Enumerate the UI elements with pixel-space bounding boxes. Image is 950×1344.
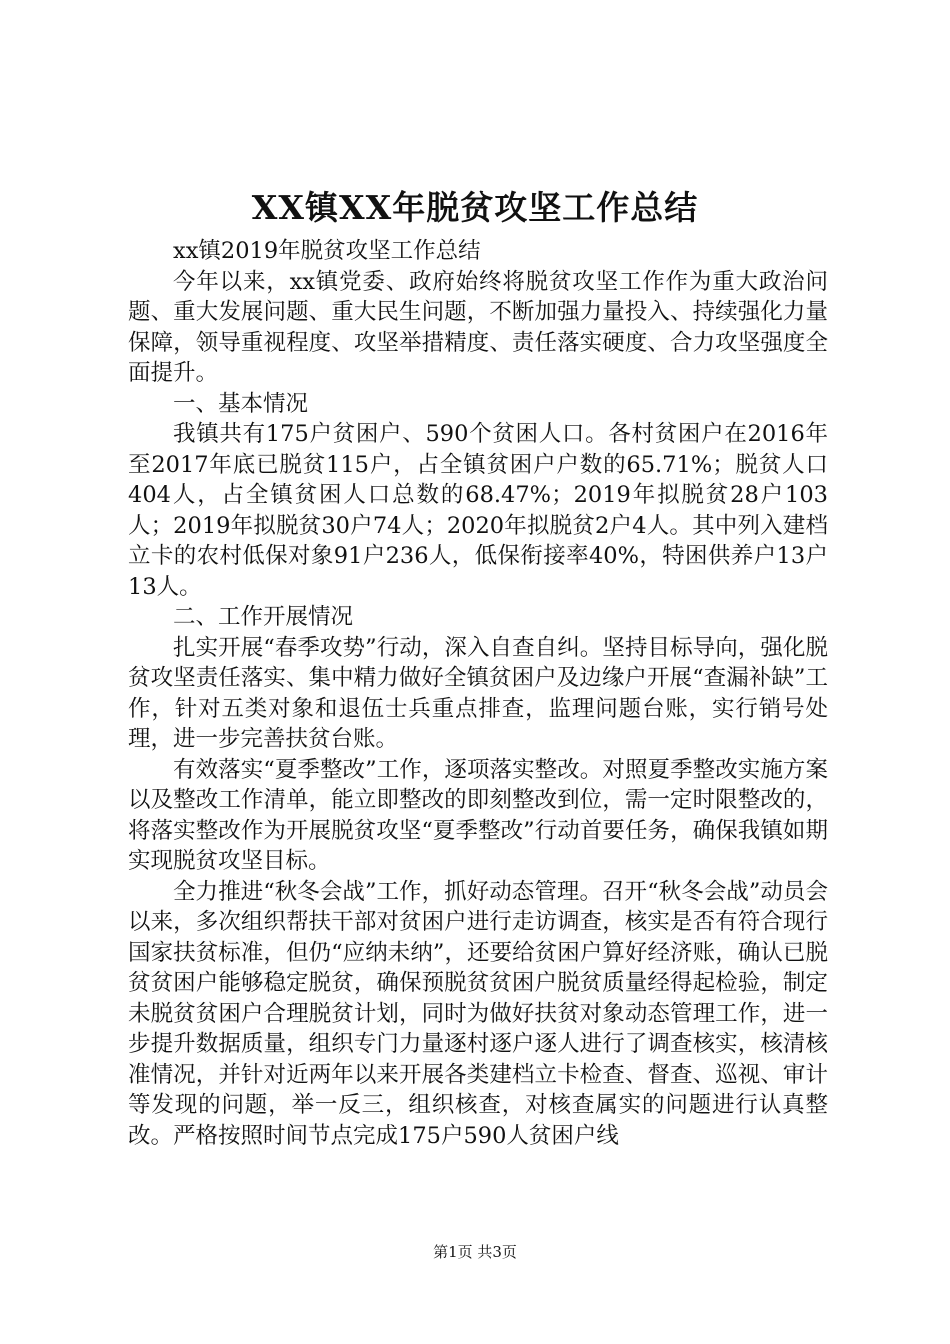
paragraph-autumn-winter: 全力推进“秋冬会战”工作，抓好动态管理。召开“秋冬会战”动员会以来，多次组织帮扶干部对贫困户进行走访调查，核实是否有符合现行国家扶贫标准，但仍“应纳未纳”，还要给贫困户算好经济账，确认已脱贫贫困户能够稳定脱贫，确保预脱贫贫困户脱贫质量经得起检验，制定未脱贫贫困户合理脱贫计划，同时为做好扶贫对象动态管理工作，进一步提升数据质量，组织专门力量逐村逐户逐人进行了调查核实，核清核准情况，并针对近两年以来开展各类建档立卡检查、督查、巡视、审计等发现的问题，举一反三，组织核查，对核查属实的问题进行认真整改。严格按照时间节点完成175户590人贫困户线 (128, 878, 828, 1149)
paragraph-summer: 有效落实“夏季整改”工作，逐项落实整改。对照夏季整改实施方案以及整改工作清单，能立即整改的即刻整改到位，需一定时限整改的，将落实整改作为开展脱贫攻坚“夏季整改”行动首要任务，确保我镇如期实现脱贫攻坚目标。 (128, 756, 828, 874)
paragraph-intro: 今年以来，xx镇党委、政府始终将脱贫攻坚工作作为重大政治问题、重大发展问题、重大民生问题，不断加强力量投入、持续强化力量保障，领导重视程度、攻坚举措精度、责任落实硬度、合力攻坚强度全面提升。 (128, 268, 828, 386)
section-heading-basic: 一、基本情况 (173, 390, 309, 417)
paragraph-spring: 扎实开展“春季攻势”行动，深入自查自纠。坚持目标导向，强化脱贫攻坚责任落实、集中精力做好全镇贫困户及边缘户开展“查漏补缺”工作，针对五类对象和退伍士兵重点排查，监理问题台账，实行销号处理，进一步完善扶贫台账。 (128, 634, 828, 752)
page-number-footer: 第1页 共3页 (433, 1243, 517, 1261)
section-heading-work: 二、工作开展情况 (173, 604, 354, 630)
document-body (128, 236, 828, 1151)
paragraph-subtitle: xx镇2019年脱贫攻坚工作总结 (173, 238, 481, 264)
paragraph-basic-info: 我镇共有175户贫困户、590个贫困人口。各村贫困户在2016年至2017年底已脱贫115户，占全镇贫困户户数的65.71%；脱贫人口404人，占全镇贫困人口总数的68.47%；2019年拟脱贫28户103人；2019年拟脱贫30户74人；2020年拟脱贫2户4人。其中列入建档立卡的农村低保对象91户236人，低保衔接率40%，特困供养户13户13人。 (128, 421, 828, 600)
document-title: XX镇XX年脱贫攻坚工作总结 (251, 188, 699, 227)
